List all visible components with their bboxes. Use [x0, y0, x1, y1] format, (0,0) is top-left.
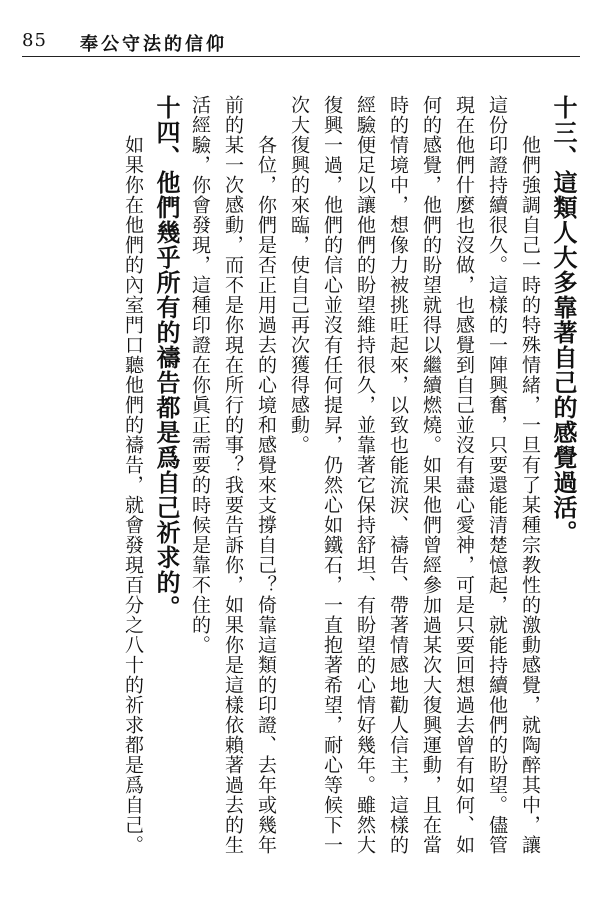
page-body — [30, 95, 580, 885]
paragraph-line: 各位，你們是否正用過去的心境和感覺來支撐自己？倚靠這類的印證、去年或幾年 — [255, 95, 277, 855]
paragraph-line: 復興一過，他們的信心並沒有任何提昇，仍然心如鐵石，一直抱著希望，耐心等候下一 — [321, 95, 343, 855]
paragraph-line: 如果你在他們的內室門口聽他們的禱告，就會發現百分之八十的祈求都是爲自己。 — [122, 95, 144, 855]
paragraph-line: 他們強調自己一時的特殊情緒，一旦有了某種宗教性的激動感覺，就陶醉其中，讓 — [519, 95, 541, 855]
paragraph-line: 時的情境中，想像力被挑旺起來，以致也能流淚、禱告、帶著情感地勸人信主，這樣的 — [387, 95, 409, 855]
section-heading: 十三、這類人大多靠著自己的感覺過活。 — [549, 95, 578, 545]
header-rule — [22, 56, 580, 57]
paragraph-line: 何的感覺，他們的盼望就得以繼續燃燒。如果他們曾經參加過某次大復興運動，且在當 — [420, 95, 442, 855]
running-header — [22, 30, 580, 56]
page-number: 85 — [22, 30, 47, 51]
paragraph-line: 次大復興的來臨，使自己再次獲得感動。 — [288, 95, 310, 455]
book-title: 奉公守法的信仰 — [80, 34, 227, 55]
paragraph-line: 前的某一次感動，而不是你現在所行的事？我要告訴你，如果你是這樣依賴著過去的生 — [222, 95, 244, 855]
paragraph-line: 這份印證持續很久。這樣的一陣興奮，只要還能清楚憶起，就能持續他們的盼望。儘管 — [486, 95, 508, 855]
section-heading: 十四、他們幾乎所有的禱告都是爲自己祈求的。 — [152, 95, 181, 620]
paragraph-line: 活經驗，你會發現，這種印證在你眞正需要的時候是靠不住的。 — [189, 95, 211, 655]
paragraph-line: 現在他們什麼也沒做，也感覺到自己並沒有盡心愛神，可是只要回想過去曾有如何、如 — [453, 95, 475, 855]
paragraph-line: 經驗便足以讓他們的盼望維持很久，並靠著它保持舒坦、有盼望的心情好幾年。雖然大 — [354, 95, 376, 855]
